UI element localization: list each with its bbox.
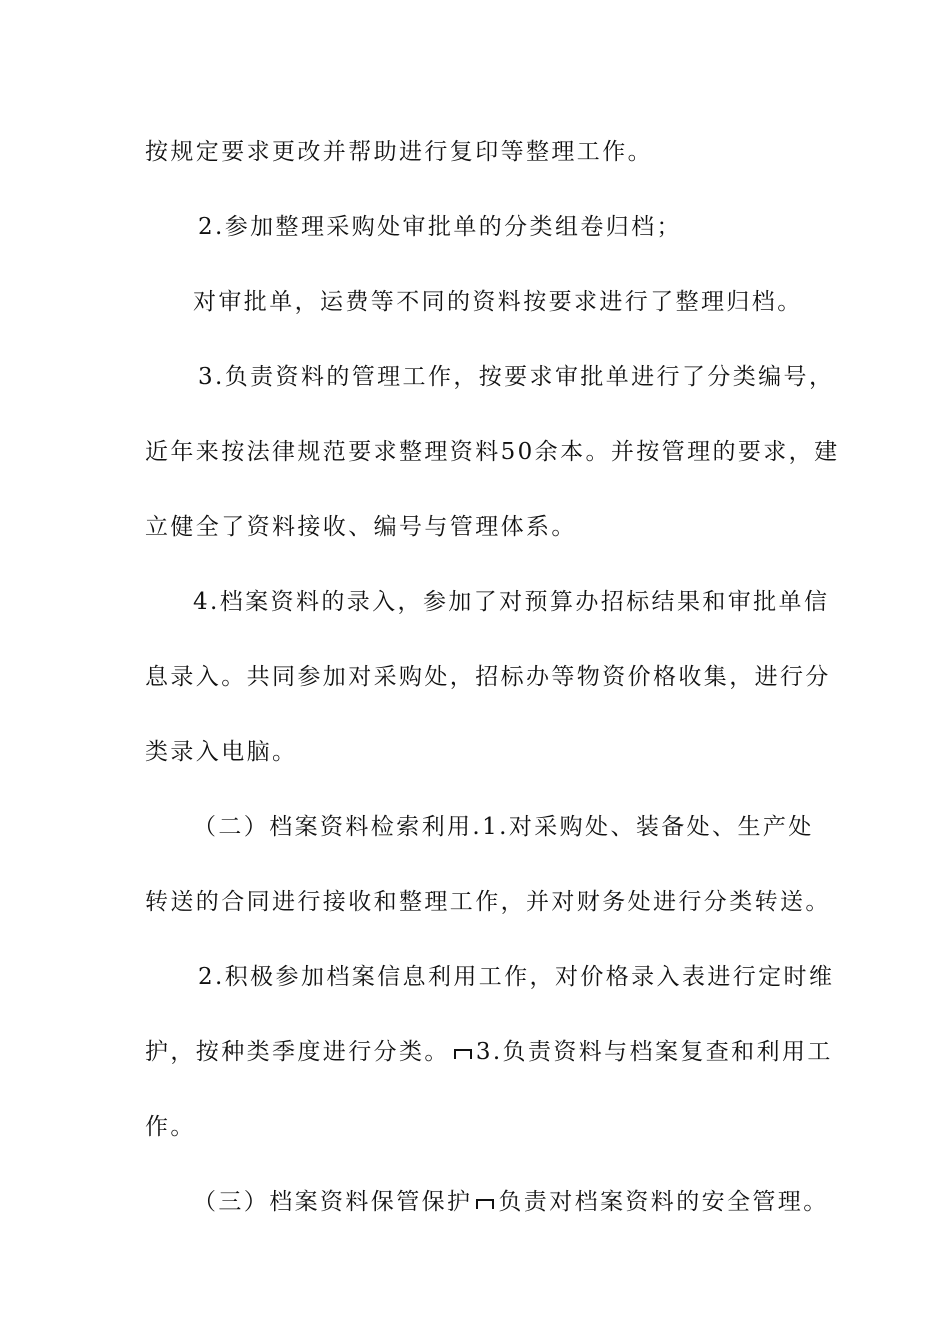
body-line: 作。 xyxy=(145,1114,196,1140)
bracket-glyph-icon xyxy=(452,1047,474,1061)
numbered-item-3: 3.负责资料的管理工作，按要求审批单进行了分类编号， xyxy=(198,364,835,390)
section-heading-3 xyxy=(0,1182,950,1222)
numbered-item-4: 4.档案资料的录入，参加了对预算办招标结果和审批单信 xyxy=(193,589,830,615)
body-line: 转送的合同进行接收和整理工作，并对财务处进行分类转送。 xyxy=(145,889,831,915)
line-text-after-glyph: 负责对档案资料的安全管理。 xyxy=(498,1189,829,1215)
numbered-item-2: 2.积极参加档案信息利用工作，对价格录入表进行定时维 xyxy=(198,964,835,990)
body-line: 类录入电脑。 xyxy=(145,739,298,765)
bracket-glyph-icon xyxy=(474,1197,496,1211)
body-line: 按规定要求更改并帮助进行复印等整理工作。 xyxy=(145,139,653,165)
body-line: 息录入。共同参加对采购处，招标办等物资价格收集，进行分 xyxy=(145,664,831,690)
line-text-before-glyph: （三）档案资料保管保护 xyxy=(193,1189,473,1215)
line-text-after-glyph: 3.负责资料与档案复查和利用工 xyxy=(475,1039,833,1065)
body-line: 立健全了资料接收、编号与管理体系。 xyxy=(145,514,577,540)
body-line xyxy=(0,1032,950,1072)
numbered-item-2: 2.参加整理采购处审批单的分类组卷归档； xyxy=(198,214,682,240)
line-text-before-glyph: 护，按种类季度进行分类。 xyxy=(145,1039,450,1065)
body-line: 近年来按法律规范要求整理资料50余本。并按管理的要求，建 xyxy=(145,439,840,465)
section-heading-2: （二）档案资料检索利用.1.对采购处、装备处、生产处 xyxy=(193,814,814,840)
body-line: 对审批单，运费等不同的资料按要求进行了整理归档。 xyxy=(193,289,803,315)
